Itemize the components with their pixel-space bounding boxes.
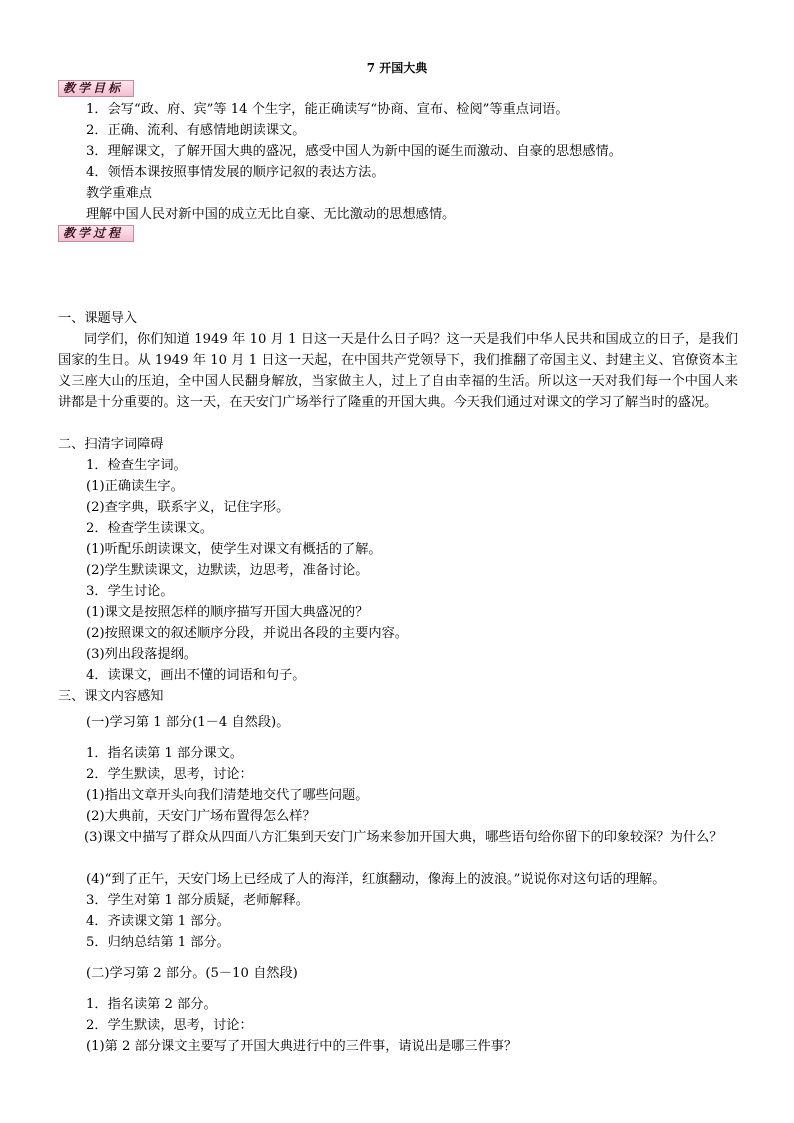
intro-paragraph: 同学们，你们知道 1949 年 10 月 1 日这一天是什么日子吗？这一天是我们中华人民共和国成立的日子，是我们国家的生日。从 1949 年 10 月 1 日这一天起，在中国共产党领导下，我们推翻了帝国主义、封建主义、官僚资本主义三座大山的压迫，全中国人民翻身解放，当家做主人，过上了自由幸福的生活。所以这一天对我们每一个中国人来讲都是十分重要的。这一天，在天安门广场举行了隆重的开国大典。今天我们通过对课文的学习了解当时的盛况。	[58, 332, 738, 410]
list-item: (4)“到了正午，天安门场上已经成了人的海洋，红旗翻动，像海上的波浪。”说说你对这句话的理解。	[86, 872, 666, 887]
goal-subheading: 教学重难点	[86, 186, 152, 201]
list-item: (3)列出段落提纲。	[86, 647, 197, 662]
page-title: 7 开国大典	[366, 61, 428, 75]
section-heading: 二、扫清字词障碍	[58, 437, 164, 452]
section-tag-process: 教学过程	[58, 225, 134, 242]
list-item: 4．读课文，画出不懂的词语和句子。	[86, 668, 306, 683]
list-item-wrapped: (3)课文中描写了群众从四面八方汇集到天安门广场来参加开国大典，哪些语句给你留下的印象较深？为什么？	[84, 830, 723, 845]
list-item: (2)按照课文的叙述顺序分段，并说出各段的主要内容。	[86, 626, 408, 641]
list-item: 3．学生讨论。	[86, 584, 174, 599]
list-item: (1)正确读生字。	[86, 479, 184, 494]
list-item: 1．检查生字词。	[86, 458, 187, 473]
list-item: 2．学生默读，思考，讨论：	[86, 767, 253, 782]
goal-line: 2．正确、流利、有感情地朗读课文。	[86, 123, 306, 138]
list-item: 2．检查学生读课文。	[86, 521, 214, 536]
goal-line: 理解中国人民对新中国的成立无比自豪、无比激动的思想感情。	[86, 207, 456, 222]
section-tag-goals: 教学目标	[58, 80, 134, 97]
list-item: 1．指名读第 2 部分。	[86, 997, 217, 1012]
goal-line: 1．会写“政、府、宾”等 14 个生字，能正确读写“协商、宣布、检阅”等重点词语。	[86, 102, 569, 117]
list-item: (1)课文是按照怎样的顺序描写开国大典盛况的？	[86, 605, 369, 620]
list-item: (1)指出文章开头向我们清楚地交代了哪些问题。	[86, 788, 369, 803]
list-item: (2)查字典，联系字义，记住字形。	[86, 500, 290, 515]
section-heading: 一、课题导入	[58, 311, 138, 326]
list-item: 4．齐读课文第 1 部分。	[86, 914, 230, 929]
section-heading: 三、课文内容感知	[58, 689, 164, 704]
list-item: (2)学生默读课文，边默读，边思考，准备讨论。	[86, 563, 369, 578]
goal-line: 4．领悟本课按照事情发展的顺序记叙的表达方法。	[86, 165, 385, 180]
subsection-heading: (二)学习第 2 部分。(5－10 自然段)	[86, 966, 298, 981]
list-item: 2．学生默读，思考，讨论：	[86, 1018, 253, 1033]
list-item: (1)第 2 部分课文主要写了开国大典进行中的三件事，请说出是哪三件事？	[86, 1039, 518, 1054]
goal-line: 3．理解课文，了解开国大典的盛况，感受中国人为新中国的诞生而激动、自豪的思想感情。	[86, 144, 622, 159]
list-item: (2)大典前，天安门广场布置得怎么样？	[86, 809, 316, 824]
list-item: 1．指名读第 1 部分课文。	[86, 746, 244, 761]
subsection-heading: (一)学习第 1 部分(1－4 自然段)。	[86, 715, 290, 730]
list-item: (1)听配乐朗读课文，使学生对课文有概括的了解。	[86, 542, 382, 557]
list-item: 5．归纳总结第 1 部分。	[86, 935, 230, 950]
list-item: 3．学生对第 1 部分质疑，老师解释。	[86, 893, 309, 908]
